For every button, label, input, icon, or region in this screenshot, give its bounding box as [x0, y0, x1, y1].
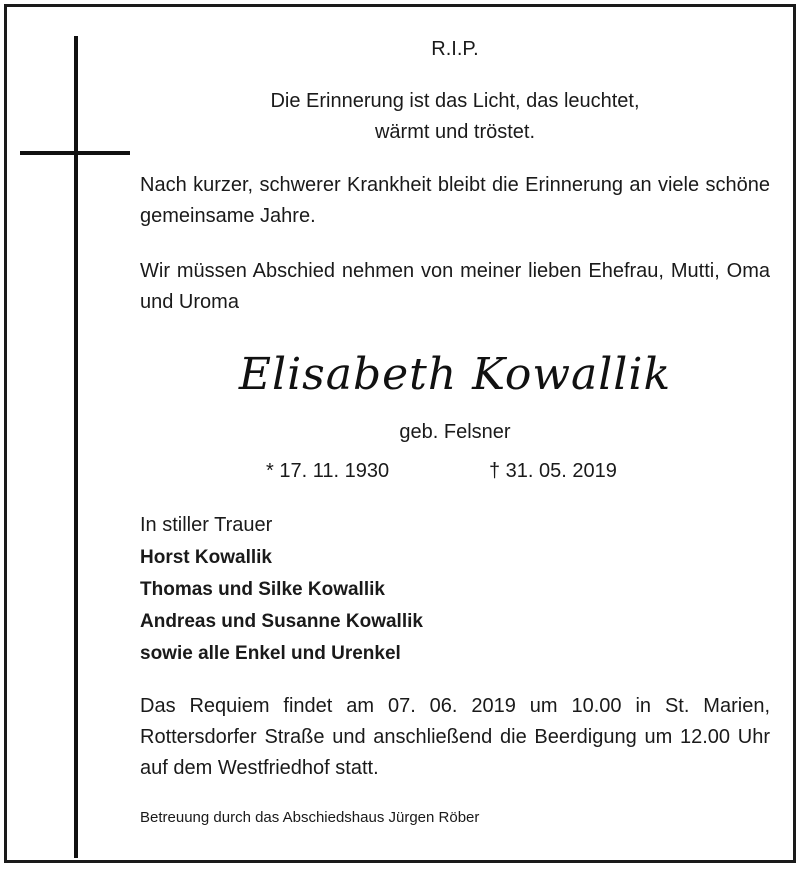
- poem-line-2: wärmt und tröstet.: [374, 121, 536, 143]
- undertaker-credit: Betreuung durch das Abschiedshaus Jürgen Röber: [140, 809, 480, 826]
- mourner-name: Horst Kowallik: [140, 547, 272, 568]
- mourner-name: sowie alle Enkel und Urenkel: [140, 643, 401, 664]
- poem-line-1: Die Erinnerung ist das Licht, das leuchtet,: [270, 90, 640, 112]
- rip-heading: R.I.P.: [431, 38, 479, 60]
- maiden-name: geb. Felsner: [399, 421, 511, 443]
- mourner-name: Thomas und Silke Kowallik: [140, 579, 385, 600]
- mourner-name: Andreas und Susanne Kowallik: [140, 611, 423, 632]
- mourning-intro: In stiller Trauer: [140, 514, 273, 536]
- intro-paragraph-2: Wir müssen Abschied nehmen von meiner lieben Ehefrau, Mutti, Oma und Uroma: [140, 260, 770, 313]
- cross-horizontal-bar: [20, 151, 130, 155]
- death-date: † 31. 05. 2019: [489, 460, 617, 482]
- deceased-name: Elisabeth Kowallik: [238, 349, 672, 400]
- cross-vertical-bar: [74, 36, 78, 858]
- service-details: Das Requiem findet am 07. 06. 2019 um 10.00 in St. Marien, Rottersdorfer Straße und anschließend die Beerdigung um 12.00 Uhr auf dem Westfriedhof statt.: [140, 695, 770, 779]
- intro-paragraph-1: Nach kurzer, schwerer Krankheit bleibt die Erinnerung an viele schöne gemeinsame Jahre.: [140, 174, 770, 227]
- birth-date: * 17. 11. 1930: [266, 460, 390, 482]
